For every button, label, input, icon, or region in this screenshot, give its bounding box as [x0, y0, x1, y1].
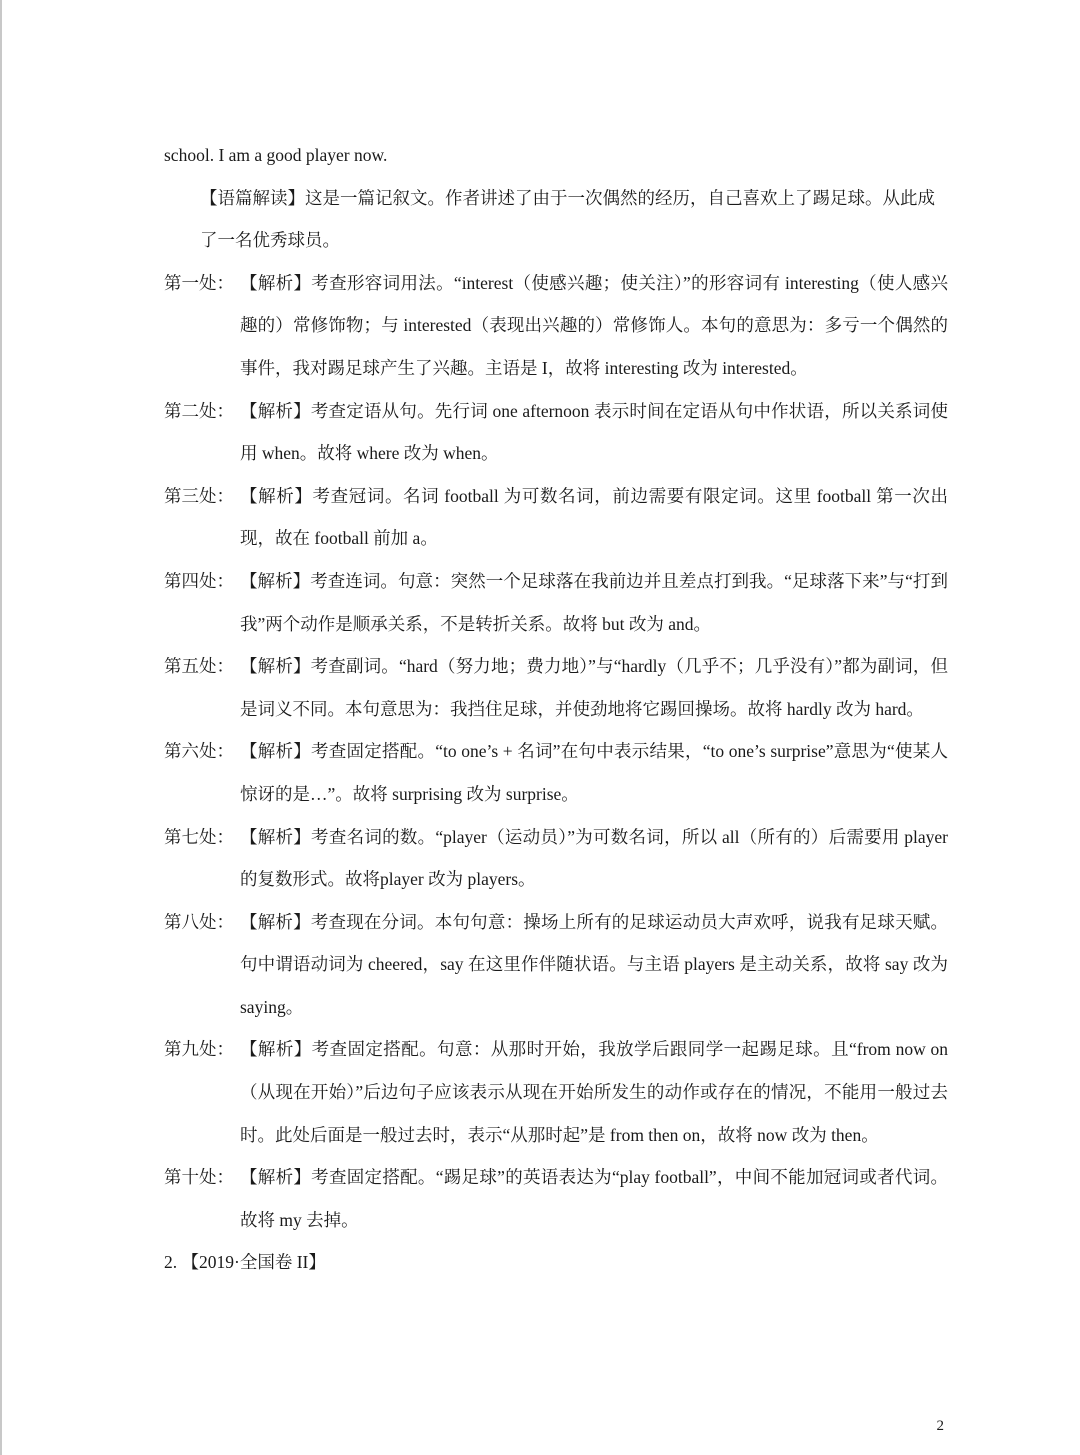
item-label: 第二处：	[164, 400, 234, 421]
item-label: 第十处：	[164, 1167, 234, 1188]
document-body	[164, 134, 948, 1284]
item-label: 第九处：	[164, 1039, 234, 1060]
item-label: 第六处：	[164, 741, 234, 762]
item-2	[164, 390, 948, 475]
item-7	[164, 816, 948, 901]
item-text: 【解析】考查固定搭配。“踢足球”的英语表达为“play football”，中间不能加冠词或者代词。故将 my 去掉。	[240, 1167, 948, 1230]
item-5	[164, 645, 948, 730]
item-text: 【解析】考查名词的数。“player（运动员）”为可数名词，所以 all（所有的）后需要用 player 的复数形式。故将player 改为 players。	[240, 826, 948, 890]
item-4	[164, 560, 948, 645]
item-10	[164, 1156, 948, 1241]
item-text: 【解析】考查定语从句。先行词 one afternoon 表示时间在定语从句中作状语，所以关系词使用 when。故将 where 改为 when。	[240, 400, 948, 464]
page-edge	[0, 0, 2, 1455]
item-text: 【解析】考查冠词。名词 football 为可数名词，前边需要有限定词。这里 football 第一次出现，故在 football 前加 a。	[240, 485, 948, 549]
item-text: 【解析】考查现在分词。本句句意：操场上所有的足球运动员大声欢呼，说我有足球天赋。句中谓语动词为 cheered，say 在这里作伴随状语。与主语 players 是主动关系，故将 say 改为 saying。	[240, 911, 948, 1017]
item-9	[164, 1028, 948, 1156]
item-text: 【解析】考查形容词用法。“interest（使感兴趣；使关注）”的形容词有 interesting（使人感兴趣的）常修饰物；与 interested（表现出兴趣的）常修饰人。本句的意思为：多亏一个偶然的事件，我对踢足球产生了兴趣。主语是 I，故将 interesting 改为 interested。	[240, 272, 948, 378]
lead-line: school. I am a good player now.	[164, 145, 388, 165]
item-text: 【解析】考查固定搭配。“to one’s + 名词”在句中表示结果，“to one’s surprise”意思为“使某人惊讶的是…”。故将 surprising 改为 surprise。	[240, 741, 948, 804]
item-1	[164, 262, 948, 390]
item-6	[164, 730, 948, 815]
item-label: 第三处：	[164, 485, 234, 506]
item-text: 【解析】考查固定搭配。句意：从那时开始，我放学后跟同学一起踢足球。且“from now on（从现在开始）”后边句子应该表示从现在开始所发生的动作或存在的情况，不能用一般过去时。此处后面是一般过去时，表示“从那时起”是 from then on，故将 now 改为 then。	[240, 1039, 948, 1145]
item-label: 第八处：	[164, 911, 234, 932]
summary-text: 【语篇解读】这是一篇记叙文。作者讲述了由于一次偶然的经历，自己喜欢上了踢足球。从此成了一名优秀球员。	[200, 187, 935, 251]
item-text: 【解析】考查连词。句意：突然一个足球落在我前边并且差点打到我。“足球落下来”与“打到我”两个动作是顺承关系，不是转折关系。故将 but 改为 and。	[240, 570, 948, 634]
passage-summary	[164, 177, 948, 262]
page-number: 2	[936, 1418, 944, 1434]
item-3	[164, 475, 948, 560]
item-label: 第七处：	[164, 826, 234, 847]
item-label: 第五处：	[164, 656, 234, 677]
next-section-heading: 2. 【2019·全国卷 II】	[164, 1252, 326, 1273]
item-8	[164, 901, 948, 1029]
item-text: 【解析】考查副词。“hard（努力地；费力地）”与“hardly（几乎不；几乎没有）”都为副词，但是词义不同。本句意思为：我挡住足球，并使劲地将它踢回操场。故将 hardly 改为 hard。	[240, 656, 948, 719]
item-label: 第一处：	[164, 272, 234, 293]
item-label: 第四处：	[164, 570, 234, 591]
